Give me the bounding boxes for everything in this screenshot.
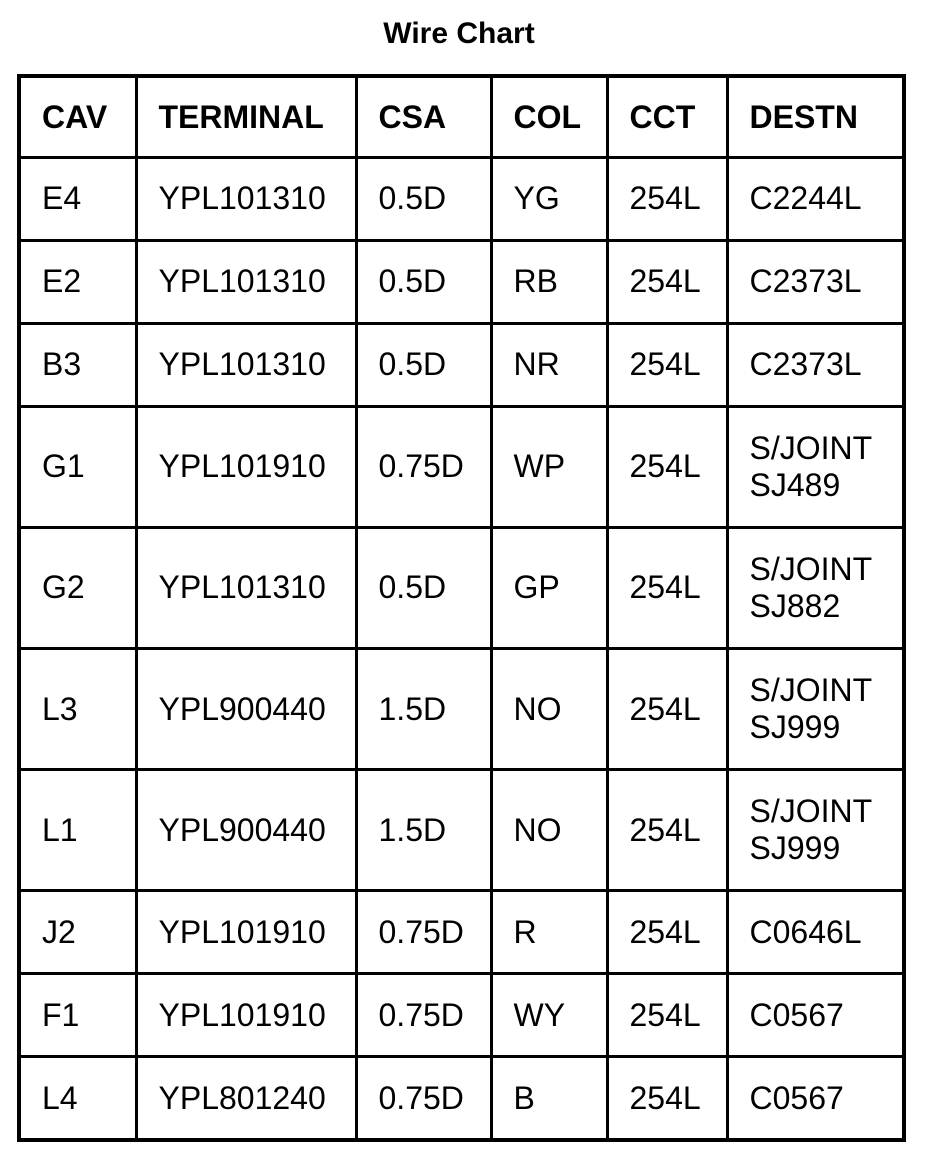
cell-terminal: YPL101310 bbox=[136, 527, 356, 648]
cell-cav: F1 bbox=[19, 974, 136, 1057]
cell-csa: 0.5D bbox=[356, 527, 491, 648]
destn-line: S/JOINT bbox=[749, 793, 873, 830]
cell-col: GP bbox=[491, 527, 607, 648]
cell-terminal: YPL101310 bbox=[136, 323, 356, 406]
destn-line: C0567 bbox=[749, 996, 844, 1033]
cell-terminal: YPL101910 bbox=[136, 891, 356, 974]
table-row bbox=[19, 240, 904, 323]
cell-cct: 254L bbox=[607, 1057, 727, 1140]
cell-col: WP bbox=[491, 406, 607, 527]
table-row bbox=[19, 770, 904, 891]
cell-destn bbox=[727, 406, 904, 527]
cell-cav: J2 bbox=[19, 891, 136, 974]
cell-cav: E2 bbox=[19, 240, 136, 323]
cell-cct: 254L bbox=[607, 158, 727, 241]
destn-line: S/JOINT bbox=[749, 429, 873, 466]
destn-line: C2373L bbox=[749, 263, 862, 300]
cell-destn bbox=[727, 974, 904, 1057]
cell-destn bbox=[727, 527, 904, 648]
cell-destn bbox=[727, 323, 904, 406]
cell-terminal: YPL101910 bbox=[136, 974, 356, 1057]
cell-destn bbox=[727, 158, 904, 241]
table-row bbox=[19, 974, 904, 1057]
table-row bbox=[19, 648, 904, 769]
cell-col: WY bbox=[491, 974, 607, 1057]
cell-destn bbox=[727, 240, 904, 323]
cell-csa: 1.5D bbox=[356, 770, 491, 891]
destn-line: C2244L bbox=[749, 180, 862, 217]
cell-col: NO bbox=[491, 770, 607, 891]
cell-csa: 0.5D bbox=[356, 240, 491, 323]
table-row bbox=[19, 891, 904, 974]
cell-cav: G2 bbox=[19, 527, 136, 648]
destn-line: C2373L bbox=[749, 346, 862, 383]
cell-col: R bbox=[491, 891, 607, 974]
cell-cct: 254L bbox=[607, 891, 727, 974]
cell-csa: 0.75D bbox=[356, 891, 491, 974]
cell-destn bbox=[727, 770, 904, 891]
cell-terminal: YPL801240 bbox=[136, 1057, 356, 1140]
cell-terminal: YPL101310 bbox=[136, 240, 356, 323]
cell-cav: L3 bbox=[19, 648, 136, 769]
cell-cct: 254L bbox=[607, 648, 727, 769]
cell-terminal: YPL900440 bbox=[136, 648, 356, 769]
cell-cct: 254L bbox=[607, 406, 727, 527]
cell-terminal: YPL101310 bbox=[136, 158, 356, 241]
wire-chart-table bbox=[17, 74, 906, 1142]
cell-csa: 0.75D bbox=[356, 1057, 491, 1140]
cell-cct: 254L bbox=[607, 323, 727, 406]
cell-destn bbox=[727, 1057, 904, 1140]
table-row bbox=[19, 406, 904, 527]
cell-cav: B3 bbox=[19, 323, 136, 406]
header-cct: CCT bbox=[607, 76, 727, 158]
cell-cav: L1 bbox=[19, 770, 136, 891]
header-csa: CSA bbox=[356, 76, 491, 158]
destn-line: S/JOINT bbox=[749, 550, 873, 587]
table-row bbox=[19, 323, 904, 406]
cell-cav: G1 bbox=[19, 406, 136, 527]
table-header-row bbox=[19, 76, 904, 158]
cell-destn bbox=[727, 648, 904, 769]
table-row bbox=[19, 158, 904, 241]
cell-csa: 0.5D bbox=[356, 323, 491, 406]
cell-cct: 254L bbox=[607, 240, 727, 323]
cell-cct: 254L bbox=[607, 527, 727, 648]
destn-line: C0646L bbox=[749, 913, 862, 950]
cell-csa: 1.5D bbox=[356, 648, 491, 769]
cell-col: YG bbox=[491, 158, 607, 241]
table-row bbox=[19, 1057, 904, 1140]
header-destn: DESTN bbox=[727, 76, 904, 158]
cell-cct: 254L bbox=[607, 974, 727, 1057]
cell-csa: 0.75D bbox=[356, 406, 491, 527]
header-cav: CAV bbox=[19, 76, 136, 158]
destn-line: SJ999 bbox=[749, 709, 841, 746]
cell-col: NO bbox=[491, 648, 607, 769]
header-terminal: TERMINAL bbox=[136, 76, 356, 158]
cell-csa: 0.5D bbox=[356, 158, 491, 241]
cell-terminal: YPL900440 bbox=[136, 770, 356, 891]
cell-csa: 0.75D bbox=[356, 974, 491, 1057]
cell-col: RB bbox=[491, 240, 607, 323]
table-row bbox=[19, 527, 904, 648]
page-title: Wire Chart bbox=[383, 17, 535, 50]
destn-line: C0567 bbox=[749, 1079, 844, 1116]
cell-terminal: YPL101910 bbox=[136, 406, 356, 527]
destn-line: SJ882 bbox=[749, 587, 841, 624]
cell-col: NR bbox=[491, 323, 607, 406]
cell-col: B bbox=[491, 1057, 607, 1140]
cell-destn bbox=[727, 891, 904, 974]
destn-line: SJ999 bbox=[749, 830, 841, 867]
header-col: COL bbox=[491, 76, 607, 158]
cell-cct: 254L bbox=[607, 770, 727, 891]
destn-line: S/JOINT bbox=[749, 672, 873, 709]
destn-line: SJ489 bbox=[749, 466, 841, 503]
cell-cav: E4 bbox=[19, 158, 136, 241]
cell-cav: L4 bbox=[19, 1057, 136, 1140]
